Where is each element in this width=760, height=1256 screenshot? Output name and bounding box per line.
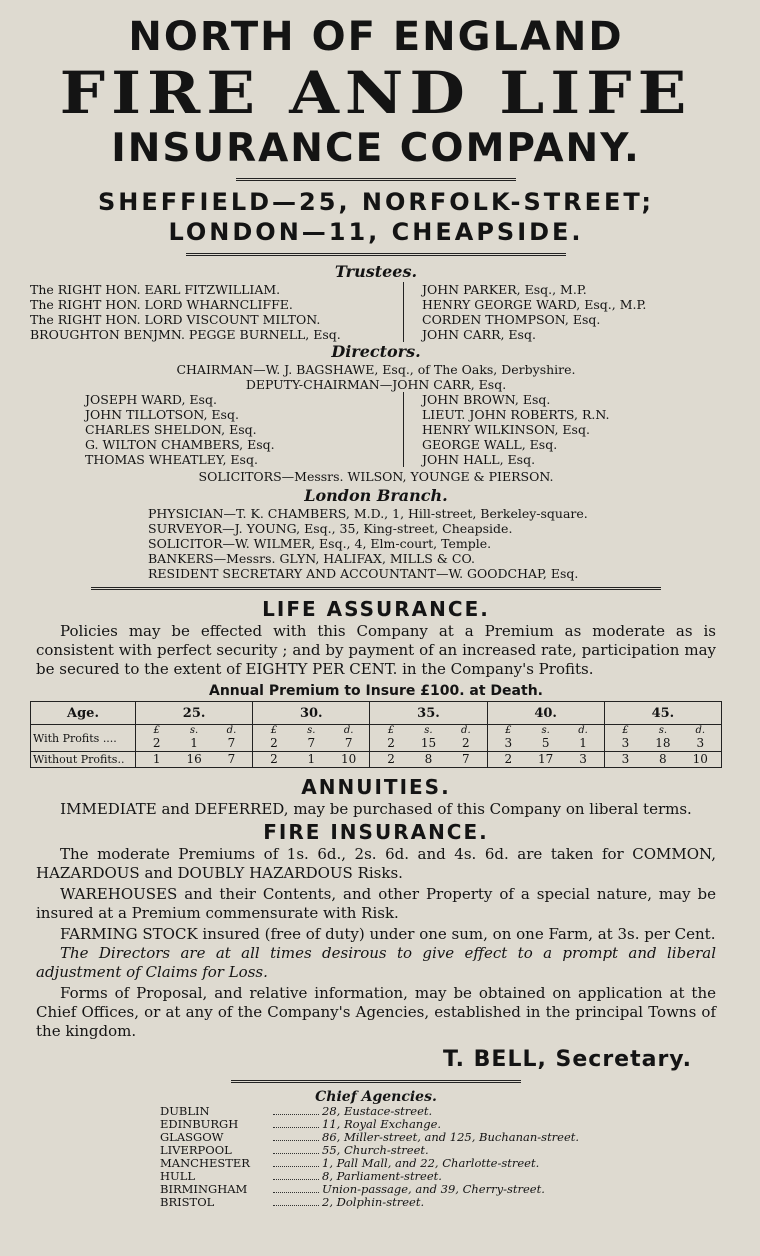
trustees-list — [30, 282, 722, 342]
agency-city: MANCHESTER — [160, 1156, 250, 1170]
london-branch-officer: RESIDENT SECRETARY AND ACCOUNTANT—W. GOODCHAP, Esq. — [148, 566, 579, 581]
agency-city: DUBLIN — [160, 1104, 210, 1118]
solicitors: SOLICITORS—Messrs. WILSON, YOUNGE & PIERSON. — [198, 469, 554, 484]
directors-list — [30, 392, 722, 467]
currency-units: £ s. d. — [387, 725, 471, 736]
age-column-header: 45. — [604, 702, 721, 725]
trustees-right-column — [403, 282, 722, 342]
agency-address: 2, Dolphin-street. — [322, 1195, 425, 1209]
address-london: LONDON—11, CHEAPSIDE. — [168, 218, 584, 246]
address-sheffield: SHEFFIELD—25, NORFOLK-STREET; — [97, 188, 655, 216]
premium-cell — [370, 752, 487, 768]
leader-dots — [273, 1170, 319, 1180]
signature: T. BELL, Secretary. — [442, 1047, 692, 1072]
table-header-row — [31, 702, 722, 725]
currency-units: £ s. d. — [505, 725, 588, 736]
table-row-with-profits — [31, 725, 722, 752]
premium-values: 2 8 7 — [387, 752, 470, 766]
fire-paragraph-1: The moderate Premiums of 1s. 6d., 2s. 6d. and 4s. 6d. are taken for COMMON, HAZARDOUS and DOUBLY HAZARDOUS Risks. — [36, 845, 716, 882]
director-name: JOHN BROWN, Esq. — [422, 392, 551, 407]
divider — [91, 587, 661, 590]
leader-dots — [273, 1118, 319, 1128]
agency-city: GLASGOW — [160, 1130, 224, 1144]
director-name: GEORGE WALL, Esq. — [422, 437, 558, 452]
age-column-header: 25. — [136, 702, 253, 725]
agency-city: HULL — [160, 1169, 195, 1183]
leader-dots — [273, 1196, 319, 1206]
premium-values: 2 15 2 — [387, 736, 470, 750]
life-assurance-text: Policies may be effected with this Company at a Premium as moderate as is consistent with perfect security ; and by payment of an increased rate, participation may be secured to the extent of EIGHTY PER CENT. in the Company's Profits. — [36, 622, 716, 678]
directors-left-column — [85, 392, 365, 467]
trustees-left-column — [30, 282, 365, 342]
director-name: CHARLES SHELDON, Esq. — [85, 422, 257, 437]
premium-cell — [604, 725, 721, 752]
fire-paragraph-2: WAREHOUSES and their Contents, and other Property of a special nature, may be insured at a Premium commensurate with Risk. — [36, 885, 716, 922]
premium-values: 2 17 3 — [504, 752, 587, 766]
fire-paragraph-5: Forms of Proposal, and relative information, may be obtained on application at the Chief Offices, or at any of the Company's Agencies, established in the principal Towns of the kingdom. — [36, 984, 716, 1040]
trustee-name: The RIGHT HON. LORD WHARNCLIFFE. — [30, 297, 293, 312]
agency-address: 55, Church-street. — [322, 1143, 429, 1157]
premium-cell — [487, 725, 604, 752]
fire-paragraph-3: FARMING STOCK insured (free of duty) under one sum, on one Farm, at 3s. per Cent. — [60, 925, 716, 943]
trustees-heading: Trustees. — [334, 262, 418, 281]
director-name: HENRY WILKINSON, Esq. — [422, 422, 590, 437]
title-line-1: NORTH OF ENGLAND — [128, 14, 624, 60]
london-branch-list — [30, 506, 722, 581]
agency-city: EDINBURGH — [160, 1117, 239, 1131]
london-branch-officer: SOLICITOR—W. WILMER, Esq., 4, Elm-court, Temple. — [148, 536, 492, 551]
agency-address: 1, Pall Mall, and 22, Charlotte-street. — [322, 1156, 540, 1170]
row-label: Without Profits.. — [31, 752, 136, 768]
chairman: CHAIRMAN—W. J. BAGSHAWE, Esq., of The Oaks, Derbyshire. — [176, 362, 576, 377]
directors-right-column — [403, 392, 682, 467]
premium-cell — [487, 752, 604, 768]
age-column-header: 40. — [487, 702, 604, 725]
london-branch-officer: PHYSICIAN—T. K. CHAMBERS, M.D., 1, Hill-street, Berkeley-square. — [148, 506, 588, 521]
agencies-list — [30, 1105, 722, 1209]
currency-units: £ s. d. — [270, 725, 354, 736]
leader-dots — [273, 1157, 319, 1167]
divider — [236, 178, 516, 181]
trustee-name: HENRY GEORGE WARD, Esq., M.P. — [422, 297, 647, 312]
leader-dots — [273, 1131, 319, 1141]
premium-cell — [136, 725, 253, 752]
director-name: JOHN HALL, Esq. — [422, 452, 536, 467]
deputy-chairman: DEPUTY-CHAIRMAN—JOHN CARR, Esq. — [245, 377, 507, 392]
agency-address: 8, Parliament-street. — [322, 1169, 442, 1183]
divider — [231, 1080, 521, 1083]
premium-cell — [253, 752, 370, 768]
premium-cell — [370, 725, 487, 752]
title-line-3: INSURANCE COMPANY. — [111, 126, 641, 171]
director-name: LIEUT. JOHN ROBERTS, R.N. — [422, 407, 610, 422]
agency-row — [160, 1196, 622, 1209]
currency-units: £ s. d. — [622, 725, 706, 736]
agency-address: 86, Miller-street, and 125, Buchanan-street. — [322, 1130, 580, 1144]
trustee-name: JOHN PARKER, Esq., M.P. — [422, 282, 587, 297]
age-column-header: 30. — [253, 702, 370, 725]
trustee-name: CORDEN THOMPSON, Esq. — [422, 312, 601, 327]
premium-values: 3 18 3 — [621, 736, 705, 750]
trustee-name: The RIGHT HON. LORD VISCOUNT MILTON. — [30, 312, 321, 327]
london-branch-officer: SURVEYOR—J. YOUNG, Esq., 35, King-street, Cheapside. — [148, 521, 513, 536]
fire-paragraph-4: The Directors are at all times desirous to give effect to a prompt and liberal adjustment of Claims for Loss. — [36, 944, 716, 981]
divider — [186, 253, 566, 256]
director-name: JOSEPH WARD, Esq. — [85, 392, 217, 407]
london-branch-heading: London Branch. — [304, 486, 448, 505]
premium-cell — [604, 752, 721, 768]
leader-dots — [273, 1144, 319, 1154]
premium-values: 2 1 10 — [270, 752, 357, 766]
title-line-2: FIRE AND LIFE — [59, 59, 693, 128]
premium-values: 2 7 7 — [270, 736, 353, 750]
table-row-without-profits — [31, 752, 722, 768]
agencies-heading: Chief Agencies. — [315, 1089, 437, 1105]
directors-heading: Directors. — [331, 342, 421, 361]
director-name: JOHN TILLOTSON, Esq. — [85, 407, 239, 422]
trustee-name: JOHN CARR, Esq. — [422, 327, 536, 342]
row-label: With Profits .... — [31, 725, 136, 752]
leader-dots — [273, 1183, 319, 1193]
premium-cell — [253, 725, 370, 752]
premium-table — [30, 701, 722, 768]
agency-address: 11, Royal Exchange. — [322, 1117, 442, 1131]
agency-address: Union-passage, and 39, Cherry-street. — [322, 1182, 545, 1196]
agency-address: 28, Eustace-street. — [322, 1104, 433, 1118]
trustee-name: BROUGHTON BENJMN. PEGGE BURNELL, Esq. — [30, 327, 341, 342]
age-label: Age. — [31, 702, 136, 725]
premium-values: 3 8 10 — [621, 752, 708, 766]
currency-units: £ s. d. — [153, 725, 237, 736]
annuities-text: IMMEDIATE and DEFERRED, may be purchased of this Company on liberal terms. — [60, 800, 692, 818]
life-assurance-heading: LIFE ASSURANCE. — [262, 597, 490, 621]
premium-cell — [136, 752, 253, 768]
trustee-name: The RIGHT HON. EARL FITZWILLIAM. — [30, 282, 281, 297]
director-name: THOMAS WHEATLEY, Esq. — [85, 452, 258, 467]
fire-insurance-heading: FIRE INSURANCE. — [263, 820, 489, 844]
agency-city: LIVERPOOL — [160, 1143, 232, 1157]
age-column-header: 35. — [370, 702, 487, 725]
premium-table-title: Annual Premium to Insure £100. at Death. — [209, 683, 543, 699]
director-name: G. WILTON CHAMBERS, Esq. — [85, 437, 275, 452]
leader-dots — [273, 1105, 319, 1115]
premium-values: 2 1 7 — [152, 736, 236, 750]
annuities-heading: ANNUITIES. — [301, 775, 451, 799]
premium-values: 1 16 7 — [152, 752, 236, 766]
agency-city: BIRMINGHAM — [160, 1182, 248, 1196]
agency-city: BRISTOL — [160, 1195, 215, 1209]
london-branch-officer: BANKERS—Messrs. GLYN, HALIFAX, MILLS & CO. — [148, 551, 475, 566]
premium-values: 3 5 1 — [504, 736, 587, 750]
